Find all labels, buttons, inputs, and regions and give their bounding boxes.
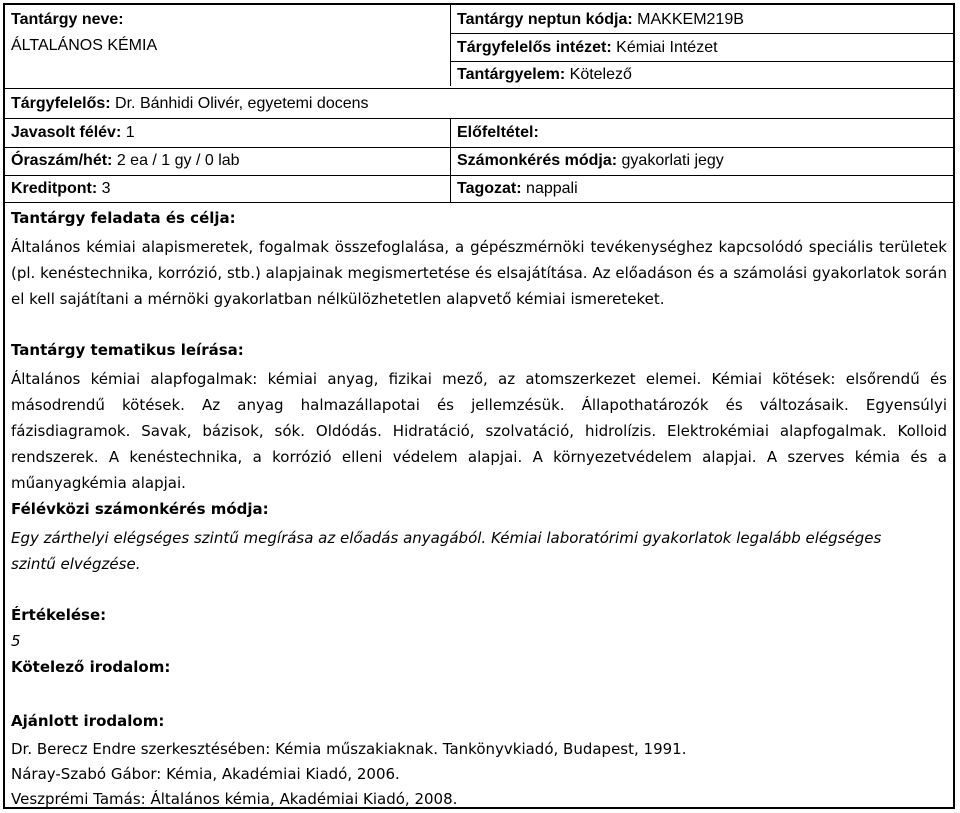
recommended-literature-title: Ajánlott irodalom: <box>11 712 165 730</box>
requirement-cell <box>457 65 947 85</box>
exam-label: Számonkérés módja: <box>457 152 618 169</box>
subject-name-value: ÁLTALÁNOS KÉMIA <box>11 37 158 54</box>
hours-cell <box>11 151 441 171</box>
responsible-cell <box>11 94 941 114</box>
semester-label: Javasolt félév: <box>11 124 122 141</box>
topics-title: Tantárgy tematikus leírása: <box>11 341 244 359</box>
literature-item: Veszprémi Tamás: Általános kémia, Akadémiai Kiadó, 2008. <box>11 790 458 808</box>
evaluation-title: Értékelése: <box>11 606 107 624</box>
required-literature-section <box>11 657 947 677</box>
literature-item: Dr. Berecz Endre szerkesztésében: Kémia műszakiaknak. Tankönyvkiadó, Budapest, 1991. <box>11 740 687 758</box>
credits-label: Kreditpont: <box>11 180 98 197</box>
hours-value: 2 ea / 1 gy / 0 lab <box>116 152 240 169</box>
goal-title: Tantárgy feladata és célja: <box>11 209 236 227</box>
institute-cell <box>457 38 947 58</box>
neptun-label: Tantárgy neptun kódja: <box>457 11 633 28</box>
recommended-literature-section <box>11 711 947 812</box>
credits-cell <box>11 179 441 199</box>
exam-value: gyakorlati jegy <box>621 152 724 169</box>
subject-name-cell <box>11 10 441 56</box>
neptun-cell <box>457 10 947 30</box>
semester-value: 1 <box>125 124 135 141</box>
midterm-title: Félévközi számonkérés módja: <box>11 500 269 518</box>
required-literature-title: Kötelező irodalom: <box>11 658 171 676</box>
section-label: Tagozat: <box>457 180 522 197</box>
responsible-value: Dr. Bánhidi Olivér, egyetemi docens <box>115 95 369 112</box>
responsible-label: Tárgyfelelős: <box>11 95 111 112</box>
prereq-cell <box>457 123 947 143</box>
course-description-sheet <box>3 3 955 809</box>
credits-value: 3 <box>101 180 111 197</box>
evaluation-value: 5 <box>11 632 21 650</box>
topics-section <box>11 340 947 496</box>
institute-value: Kémiai Intézet <box>616 39 718 56</box>
prereq-label: Előfeltétel: <box>457 124 539 141</box>
exam-cell <box>457 151 947 171</box>
literature-item: Náray-Szabó Gábor: Kémia, Akadémiai Kiadó, 2006. <box>11 765 400 783</box>
section-cell <box>457 179 947 199</box>
topics-text: Általános kémiai alapfogalmak: kémiai anyag, fizikai mező, az atomszerkezet elemei. Kémiai kötések: elsőrendű és másodrendű kötések. Az anyag halmazállapotai és jellemzésük. Állapothatározók és változásaik. Egyensúlyi fázisdiagramok. Savak, bázisok, sók. Oldódás. Hidratáció, szolvatáció, hidrolízis. Elektrokémiai alapfogalmak. Kolloid rendszerek. A kenéstechnika, a korrózió elleni védelem alapjai. A környezetvédelem alapjai. A szerves kémia és a műanyagkémia alapjai. <box>11 370 947 492</box>
midterm-text: Egy zárthelyi elégséges szintű megírása az előadás anyagából. Kémiai laboratórimi gyakorlatok legalább elégséges szintű elvégzése. <box>11 529 882 573</box>
requirement-label: Tantárgyelem: <box>457 66 566 83</box>
subject-name-label: Tantárgy neve: <box>11 11 124 28</box>
neptun-value: MAKKEM219B <box>637 11 744 28</box>
evaluation-section <box>11 605 947 651</box>
goal-section <box>11 208 947 312</box>
institute-label: Tárgyfelelős intézet: <box>457 39 612 56</box>
goal-text: Általános kémiai alapismeretek, fogalmak összefoglalása, a gépészmérnöki tevékenységhez kapcsolódó speciális területek (pl. kenéstechnika, korrózió, stb.) alapjainak megismertetése és elsajátítása. Az előadáson és a számolási gyakorlatok során el kell sajátítani a mérnöki gyakorlatban nélkülözhetetlen alapvető kémiai ismereteket. <box>11 238 947 308</box>
midterm-section <box>11 499 947 577</box>
requirement-value: Kötelező <box>569 66 632 83</box>
section-value: nappali <box>526 180 578 197</box>
hours-label: Óraszám/hét: <box>11 152 113 169</box>
semester-cell <box>11 123 441 143</box>
